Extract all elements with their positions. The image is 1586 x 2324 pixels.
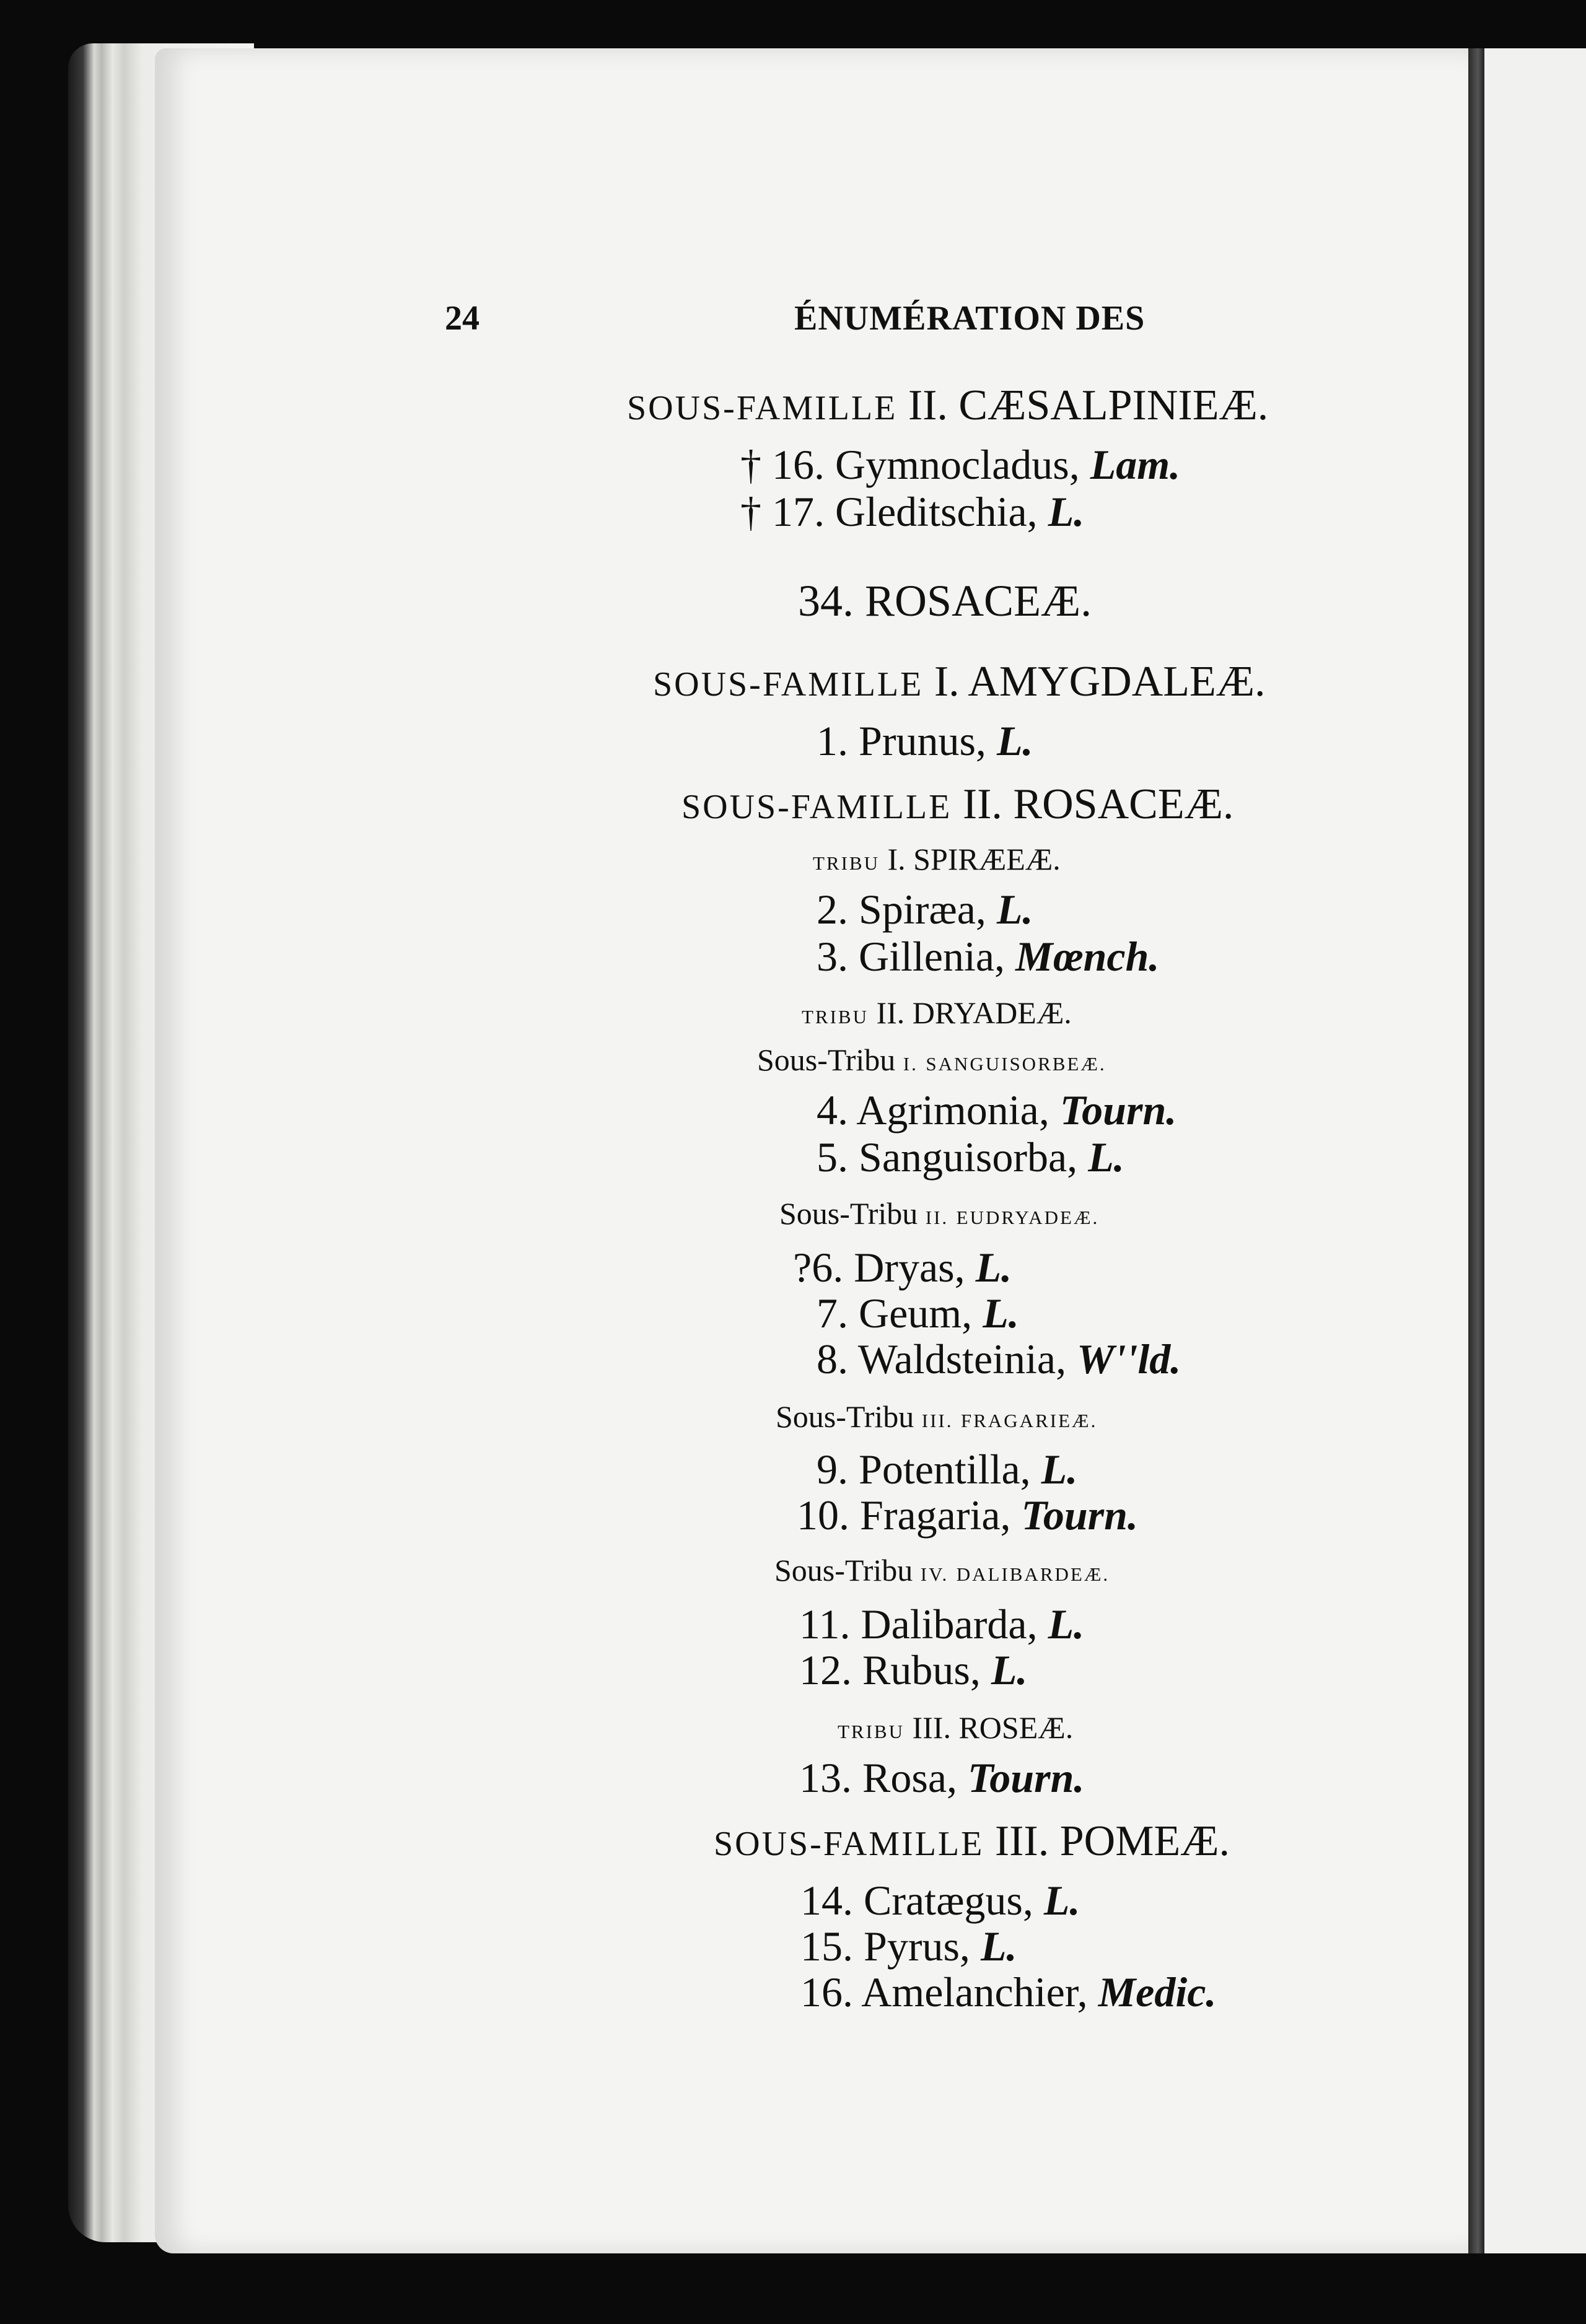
tribe-heading: TRIBU II. DRYADEÆ. bbox=[802, 995, 1072, 1030]
tribe-heading: TRIBU III. ROSEÆ. bbox=[838, 1710, 1074, 1745]
subfamily-heading: SOUS-FAMILLE II. ROSACEÆ. bbox=[681, 780, 1234, 828]
genus-entry: 8. Waldsteinia, W''ld. bbox=[817, 1335, 1181, 1383]
running-title: ÉNUMÉRATION DES bbox=[794, 299, 1146, 338]
genus-entry: 9. Potentilla, L. bbox=[817, 1446, 1078, 1493]
genus-entry: 16. Amelanchier, Medic. bbox=[800, 1968, 1217, 2016]
genus-entry: 11. Dalibarda, L. bbox=[799, 1601, 1085, 1648]
genus-entry: 5. Sanguisorba, L. bbox=[817, 1134, 1124, 1181]
subfamily-heading: SOUS-FAMILLE III. POMEÆ. bbox=[714, 1817, 1230, 1865]
genus-entry: 12. Rubus, L. bbox=[799, 1646, 1028, 1693]
genus-entry: 2. Spiræa, L. bbox=[817, 886, 1033, 933]
order-heading: 34. ROSACEÆ. bbox=[798, 576, 1092, 626]
subfamily-heading: SOUS-FAMILLE I. AMYGDALEÆ. bbox=[653, 658, 1266, 706]
genus-entry: 3. Gillenia, Mœnch. bbox=[817, 933, 1160, 980]
genus-entry: 14. Cratægus, L. bbox=[800, 1877, 1080, 1924]
subtribe-heading: Sous-Tribu II. EUDRYADEÆ. bbox=[779, 1196, 1100, 1231]
genus-entry: ?6. Dryas, L. bbox=[793, 1244, 1012, 1291]
subtribe-heading: Sous-Tribu III. FRAGARIEÆ. bbox=[776, 1399, 1098, 1434]
genus-entry: 1. Prunus, L. bbox=[817, 717, 1033, 764]
genus-entry: 4. Agrimonia, Tourn. bbox=[817, 1086, 1177, 1134]
genus-entry: 15. Pyrus, L. bbox=[800, 1923, 1017, 1970]
genus-entry: † 17. Gleditschia, L. bbox=[740, 488, 1085, 535]
subfamily-heading: SOUS-FAMILLE II. CÆSALPINIEÆ. bbox=[627, 382, 1269, 429]
page-number: 24 bbox=[445, 299, 480, 338]
genus-entry: 13. Rosa, Tourn. bbox=[799, 1754, 1085, 1801]
tribe-heading: TRIBU I. SPIRÆEÆ. bbox=[813, 842, 1061, 876]
genus-entry: 7. Geum, L. bbox=[817, 1290, 1019, 1337]
genus-entry: 10. Fragaria, Tourn. bbox=[797, 1492, 1138, 1539]
subtribe-heading: Sous-Tribu IV. DALIBARDEÆ. bbox=[774, 1553, 1110, 1588]
subtribe-heading: Sous-Tribu I. SANGUISORBEÆ. bbox=[757, 1042, 1106, 1077]
genus-entry: † 16. Gymnocladus, Lam. bbox=[740, 441, 1181, 488]
